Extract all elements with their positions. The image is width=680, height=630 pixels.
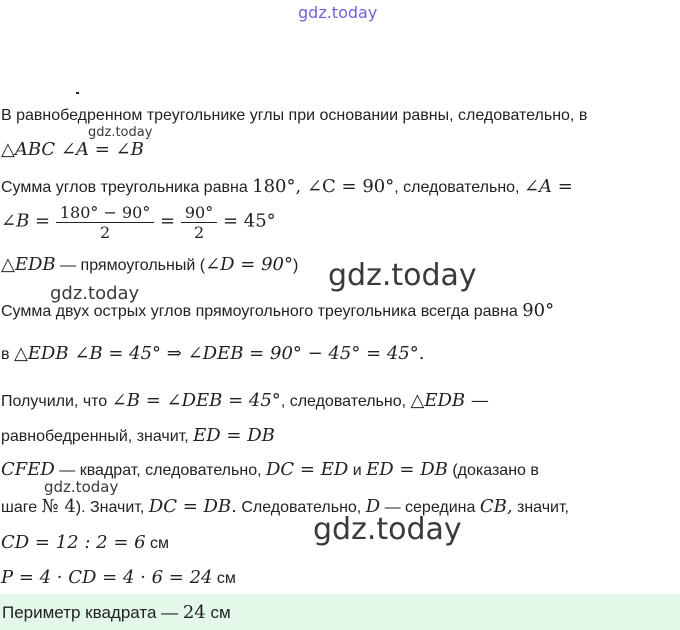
line-2	[1, 139, 144, 160]
line-11-text-e: Следовательно,	[236, 499, 366, 516]
answer-label: Периметр квадрата —	[2, 603, 183, 622]
line-3-math-d: ∠A =	[523, 176, 573, 197]
line-8-text-a: Получили, что	[1, 393, 112, 410]
line-8-math-b: ∠B = ∠DEB = 45°	[111, 390, 281, 411]
line-6-text-a: Сумма двух острых углов прямоугольного треугольника всегда равна	[1, 303, 523, 320]
fraction-1	[56, 203, 154, 242]
line-11-text-i: значит,	[512, 499, 569, 516]
line-9	[1, 425, 275, 446]
line-6	[1, 300, 554, 321]
line-12-math-a: CD = 12 : 2 = 6	[1, 532, 146, 553]
answer-box	[0, 594, 680, 630]
line-12	[1, 532, 169, 553]
answer-text	[2, 602, 231, 623]
line-5-text-d: )	[293, 257, 299, 274]
line-11-math-d: DC = DB.	[148, 496, 237, 517]
line-13-math-a: P = 4 · CD = 4 · 6 = 24	[1, 567, 213, 588]
line-3-text-a: Сумма углов треугольника равна	[1, 179, 253, 196]
line-4-eq: =	[154, 210, 181, 232]
watermark-small-2: gdz.today	[50, 283, 140, 304]
answer-value: 24	[182, 602, 206, 623]
line-7-text-a: в	[1, 346, 14, 363]
line-8-text-c: , следовательно,	[280, 393, 411, 410]
line-13-text-b: см	[212, 570, 236, 587]
line-1-text: В равнобедренном треугольнике углы при основании равны, следовательно, в	[1, 107, 588, 124]
line-11-math-h: CB,	[479, 496, 513, 517]
line-3-math-b: 180°, ∠C = 90°	[252, 176, 395, 197]
line-7-math-b: △EDB ∠B = 45° ⇒ ∠DEB = 90° − 45° = 45°.	[13, 343, 425, 364]
line-4-math-b: = 45°	[217, 210, 276, 232]
watermark-large-2: gdz.today	[313, 512, 462, 547]
line-11-math-b: № 4	[41, 496, 76, 517]
line-11-text-c: ). Значит,	[75, 499, 149, 516]
fraction-2	[181, 203, 217, 242]
line-11-text-a: шаге	[1, 499, 42, 516]
line-10-text-d: и	[348, 462, 367, 479]
line-10-math-e: ED = DB	[366, 459, 448, 480]
line-4	[1, 203, 276, 242]
line-7	[1, 343, 424, 364]
watermark-small-3: gdz.today	[44, 478, 119, 496]
line-2-math: △ABC ∠A = ∠B	[1, 139, 144, 160]
line-8	[1, 390, 489, 411]
watermark-small-1: gdz.today	[88, 125, 153, 140]
line-9-math-b: ED = DB	[193, 425, 275, 446]
fraction-1-denominator: 2	[99, 223, 111, 242]
fraction-2-denominator: 2	[193, 223, 205, 242]
line-5-text-b: — прямоугольный (	[55, 257, 206, 274]
answer-unit: см	[205, 603, 231, 622]
line-1	[1, 107, 587, 125]
line-6-math-b: 90°	[522, 300, 555, 321]
line-10-math-c: DC = ED	[265, 459, 349, 480]
line-3-text-c: , следовательно,	[394, 179, 524, 196]
fraction-1-numerator: 180° − 90°	[56, 203, 154, 223]
line-4-math-a: ∠B =	[1, 210, 56, 232]
line-10	[1, 459, 539, 480]
line-11-text-g: — середина	[380, 499, 480, 516]
line-11-math-f: D	[365, 496, 381, 517]
fraction-2-numerator: 90°	[181, 203, 217, 223]
line-10-text-b: — квадрат, следовательно,	[54, 462, 266, 479]
line-10-text-f: (доказано в	[447, 462, 539, 479]
stray-dot	[76, 92, 79, 94]
line-3	[1, 176, 573, 197]
line-13	[1, 567, 236, 588]
line-5-math-c: ∠D = 90°	[205, 254, 294, 275]
line-8-math-d: △EDB —	[410, 390, 489, 411]
line-9-text-a: равнобедренный, значит,	[1, 428, 194, 445]
line-10-math-a: CFED	[1, 459, 55, 480]
line-5-math-a: △EDB	[1, 254, 56, 275]
line-11	[1, 496, 569, 517]
line-12-text-b: см	[145, 535, 170, 552]
watermark-top: gdz.today	[298, 3, 378, 22]
watermark-large-1: gdz.today	[328, 258, 477, 293]
line-5	[1, 254, 298, 275]
